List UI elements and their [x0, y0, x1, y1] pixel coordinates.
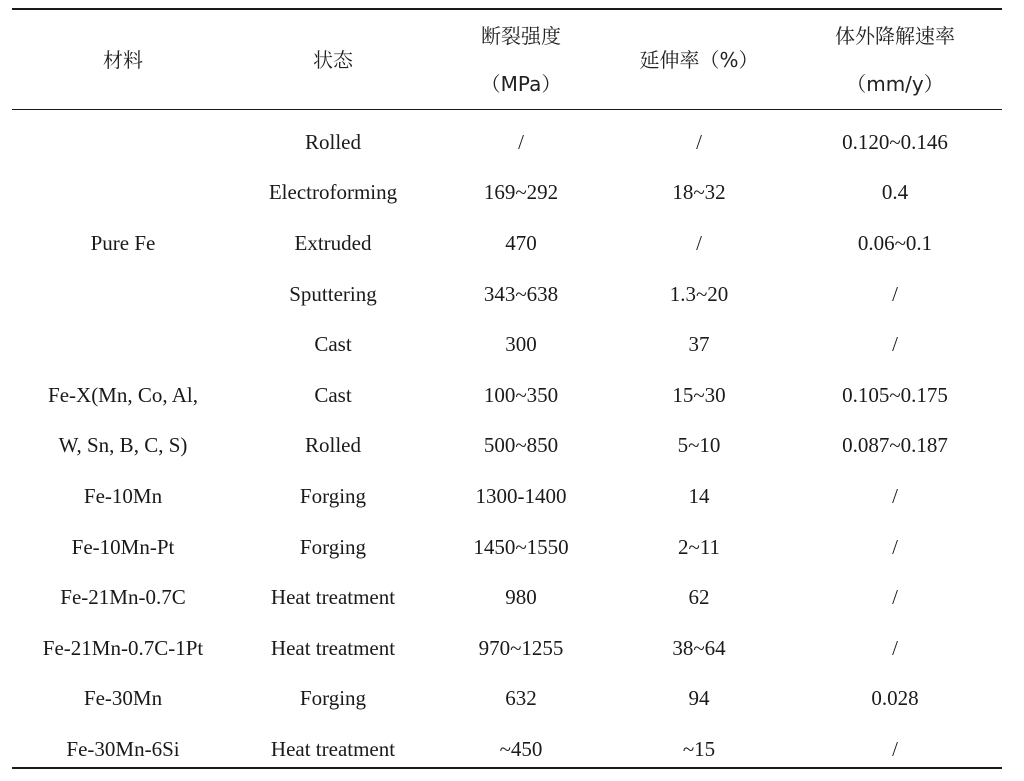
cell-state: Forging	[299, 534, 367, 559]
cell-degradation-rate: 0.087~0.187	[842, 433, 948, 458]
cell-strength: 980	[505, 585, 537, 610]
table-row	[12, 572, 1002, 623]
cell-degradation-rate: /	[892, 483, 898, 508]
table-header	[12, 10, 1002, 109]
cell-state: Forging	[299, 483, 367, 508]
cell-material: Fe-30Mn	[83, 686, 163, 711]
cell-state: Rolled	[305, 129, 361, 154]
header-material-line: 材料	[103, 47, 143, 72]
cell-elongation: /	[696, 129, 702, 154]
cell-material: W, Sn, B, C, S)	[58, 433, 188, 458]
cell-strength: /	[518, 129, 524, 154]
cell-degradation-rate: /	[892, 332, 898, 357]
table-row	[12, 421, 1002, 472]
cell-elongation: 14	[688, 483, 710, 508]
cell-degradation-rate: 0.06~0.1	[857, 230, 933, 255]
cell-elongation: 18~32	[672, 180, 726, 205]
cell-elongation: 15~30	[672, 382, 726, 407]
cell-elongation: 94	[688, 686, 710, 711]
header-strength	[432, 10, 610, 109]
cell-strength: 1450~1550	[473, 534, 569, 559]
cell-degradation-rate: 0.105~0.175	[842, 382, 948, 407]
table-row	[12, 522, 1002, 573]
cell-material: Fe-10Mn	[83, 483, 163, 508]
cell-material: Fe-21Mn-0.7C	[60, 585, 186, 610]
table-row	[12, 724, 1002, 775]
cell-elongation: 1.3~20	[669, 281, 729, 306]
cell-state: Cast	[314, 382, 352, 407]
cell-state: Forging	[299, 686, 367, 711]
table-row	[12, 623, 1002, 674]
header-elongation-line: 延伸率（%）	[639, 47, 759, 72]
cell-state: Heat treatment	[270, 736, 396, 761]
cell-strength: ~450	[499, 736, 543, 761]
cell-elongation: 2~11	[677, 534, 721, 559]
cell-state: Rolled	[305, 433, 361, 458]
cell-state: Heat treatment	[270, 635, 396, 660]
cell-degradation-rate: /	[892, 534, 898, 559]
cell-strength: 300	[505, 332, 537, 357]
cell-elongation: 5~10	[677, 433, 721, 458]
cell-strength: 500~850	[483, 433, 559, 458]
cell-strength: 970~1255	[478, 635, 564, 660]
cell-elongation: 62	[688, 585, 710, 610]
cell-material: Fe-30Mn-6Si	[66, 736, 180, 761]
cell-state: Sputtering	[289, 281, 377, 306]
cell-degradation-rate: /	[892, 736, 898, 761]
cell-elongation: 38~64	[672, 635, 726, 660]
cell-strength: 100~350	[483, 382, 559, 407]
table-row	[12, 109, 1002, 168]
cell-state: Electroforming	[268, 180, 398, 205]
cell-elongation: /	[696, 230, 702, 255]
header-elongation	[610, 10, 788, 109]
cell-state: Heat treatment	[270, 585, 396, 610]
cell-strength: 343~638	[483, 281, 559, 306]
cell-state: Extruded	[294, 230, 372, 255]
header-material	[12, 10, 234, 109]
cell-degradation-rate: 0.028	[871, 686, 919, 711]
header-strength-line: （MPa）	[480, 71, 562, 96]
cell-degradation-rate: /	[892, 281, 898, 306]
cell-state: Cast	[314, 332, 352, 357]
properties-table	[12, 10, 1002, 775]
cell-strength: 169~292	[483, 180, 559, 205]
table-row	[12, 674, 1002, 725]
header-state-line: 状态	[313, 47, 353, 72]
cell-material: Pure Fe	[90, 230, 156, 255]
header-state	[234, 10, 432, 109]
cell-degradation-rate: /	[892, 635, 898, 660]
header-strength-line: 断裂强度	[481, 23, 561, 48]
cell-degradation-rate: /	[892, 585, 898, 610]
table-row	[12, 370, 1002, 421]
table-body	[12, 109, 1002, 775]
table-row	[12, 471, 1002, 522]
header-degradation-rate-line: （mm/y）	[846, 71, 944, 96]
cell-elongation: ~15	[682, 736, 716, 761]
header-degradation-rate	[788, 10, 1002, 109]
header-row	[12, 10, 1002, 109]
cell-degradation-rate: 0.120~0.146	[842, 129, 948, 154]
cell-strength: 470	[505, 230, 537, 255]
cell-strength: 632	[505, 686, 537, 711]
cell-material: Fe-10Mn-Pt	[71, 534, 175, 559]
cell-material: Fe-X(Mn, Co, Al,	[48, 382, 198, 407]
header-degradation-rate-line: 体外降解速率	[835, 23, 955, 48]
cell-strength: 1300-1400	[475, 483, 567, 508]
cell-degradation-rate: 0.4	[881, 180, 909, 205]
cell-elongation: 37	[688, 332, 710, 357]
cell-material: Fe-21Mn-0.7C-1Pt	[42, 635, 204, 660]
